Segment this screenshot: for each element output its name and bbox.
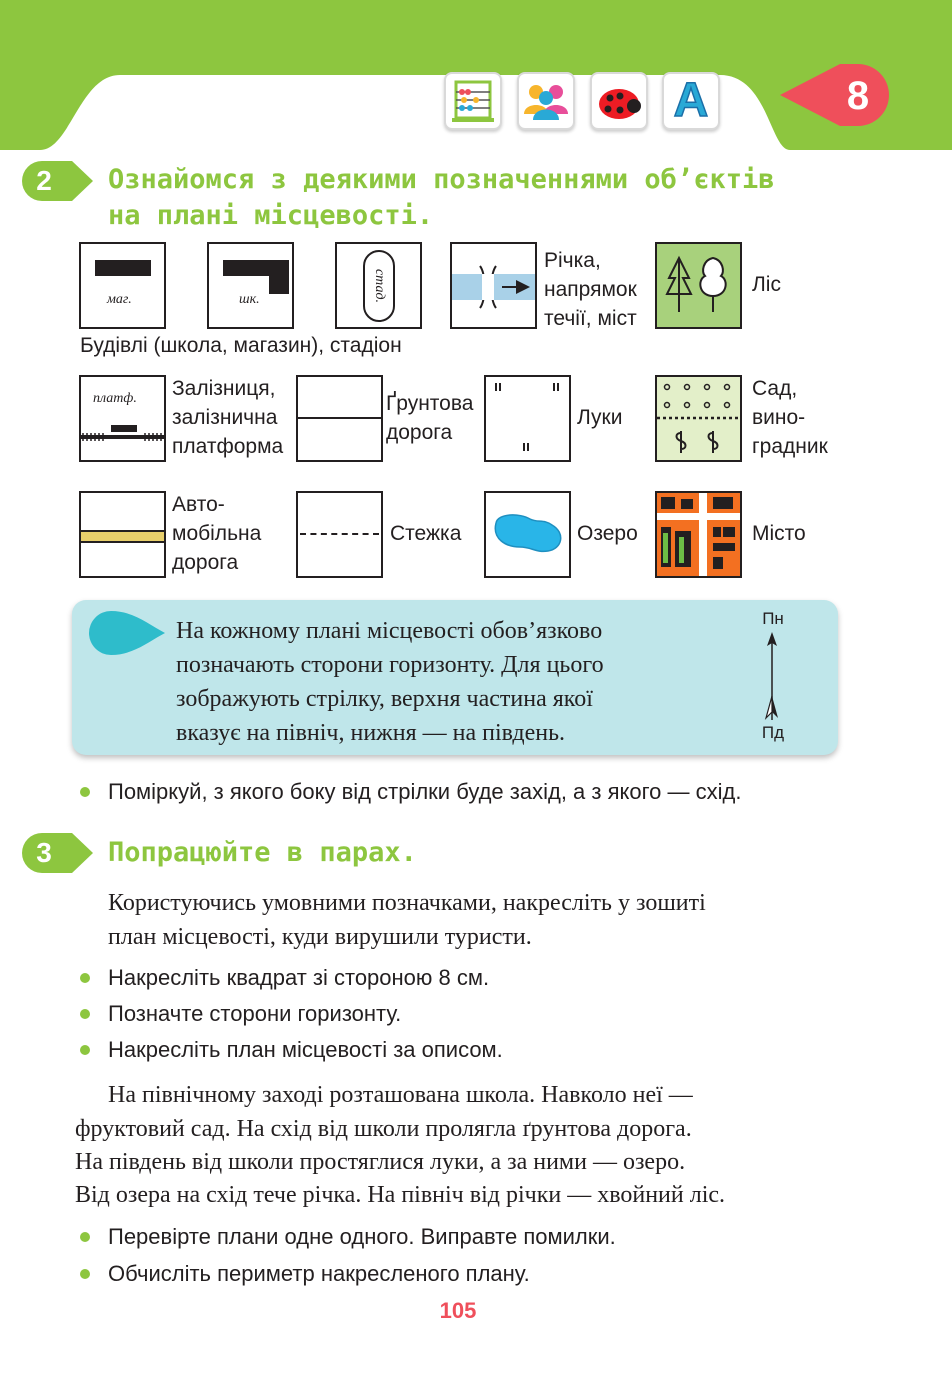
task-3-number: 3 xyxy=(36,837,52,868)
lake-caption: Озеро xyxy=(577,522,638,545)
platform-label: платф. xyxy=(93,391,137,406)
highway-caption-line2: мобільна xyxy=(172,522,262,545)
dirt-road-symbol xyxy=(296,375,383,462)
shop-symbol xyxy=(79,242,166,329)
orchard-caption-line2: вино- xyxy=(752,406,806,429)
school-label: шк. xyxy=(239,292,260,307)
chapter-number: 8 xyxy=(846,74,870,118)
description-line4: Від озера на схід тече річка. На північ від річки — хвойний ліс. xyxy=(75,1182,726,1208)
highway-symbol xyxy=(79,491,166,578)
bullet-dot xyxy=(80,787,90,797)
path-symbol xyxy=(296,491,383,578)
dirt-road-caption-line2: дорога xyxy=(386,421,453,444)
river-caption-line1: Річка, xyxy=(544,249,601,272)
info-text-line4: вказує на північ, нижня — на південь. xyxy=(176,720,566,746)
description-line2: фруктовий сад. На схід від школи пролягла ґрунтова дорога. xyxy=(75,1116,692,1142)
letter-a-text: A xyxy=(673,74,709,127)
abacus-icon xyxy=(444,72,502,130)
orchard-symbol xyxy=(655,375,742,462)
task-3-bullet-4: Перевірте плани одне одного. Виправте помилки. xyxy=(108,1224,616,1249)
bullet-dot xyxy=(80,1232,90,1242)
orchard-caption-line3: градник xyxy=(752,435,828,458)
task-3-bullet-3: Накресліть план місцевості за описом. xyxy=(108,1037,503,1062)
railway-caption-line1: Залізниця, xyxy=(172,377,276,400)
stadium-symbol xyxy=(335,242,422,329)
page-number: 105 xyxy=(439,1298,477,1323)
railway-symbol xyxy=(79,375,166,462)
description-line1: На північному заході розташована школа. Навколо неї — xyxy=(108,1082,693,1108)
forest-symbol xyxy=(655,242,742,329)
meadow-caption: Луки xyxy=(577,406,623,429)
task-3-bullet-1: Накресліть квадрат зі стороною 8 см. xyxy=(108,965,490,990)
south-label: Пд xyxy=(761,723,785,742)
path-caption: Стежка xyxy=(390,522,462,545)
shop-label: маг. xyxy=(107,292,132,307)
forest-caption: Ліс xyxy=(752,273,781,296)
task-3-intro-line1: Користуючись умовними позначками, накресліть у зошиті xyxy=(108,890,706,916)
lake-symbol xyxy=(484,491,571,578)
task-2-number: 2 xyxy=(36,165,52,196)
north-label: Пн xyxy=(762,609,784,628)
people-icon xyxy=(517,72,575,130)
task-2-bullet: Поміркуй, з якого боку від стрілки буде захід, а з якого — схід. xyxy=(108,779,742,804)
highway-caption-line1: Авто- xyxy=(172,493,225,516)
task-3-bullet-5: Обчисліть периметр накресленого плану. xyxy=(108,1261,530,1286)
railway-caption-line2: залізнична xyxy=(172,406,278,429)
compass-arrow xyxy=(762,632,782,724)
task-3-intro-line2: план місцевості, куди вирушили туристи. xyxy=(108,924,532,950)
school-symbol xyxy=(207,242,294,329)
railway-caption-line3: платформа xyxy=(172,435,284,458)
bullet-dot xyxy=(80,973,90,983)
stadium-label: стад. xyxy=(372,268,387,304)
task-2-title-line1: Ознайомся з деякими позначеннями об’єктів xyxy=(108,164,775,195)
task-3-bullet-2: Позначте сторони горизонту. xyxy=(108,1001,402,1026)
letter-a-icon xyxy=(662,72,720,130)
dirt-road-caption-line1: Ґрунтова xyxy=(386,392,474,415)
river-caption-line3: течії, міст xyxy=(544,307,637,330)
river-caption-line2: напрямок xyxy=(544,278,637,301)
highway-caption-line3: дорога xyxy=(172,551,239,574)
info-marker xyxy=(88,610,166,656)
orchard-caption-line1: Сад, xyxy=(752,377,798,400)
info-text-line3: зображують стрілку, верхня частина якої xyxy=(176,686,593,712)
task-2-title-line2: на плані місцевості. xyxy=(108,200,434,231)
task-3-title: Попрацюйте в парах. xyxy=(108,837,417,868)
city-caption: Місто xyxy=(752,522,806,545)
bullet-dot xyxy=(80,1045,90,1055)
description-line3: На південь від школи простяглися луки, а за ними — озеро. xyxy=(75,1149,686,1175)
bullet-dot xyxy=(80,1269,90,1279)
ladybug-icon xyxy=(590,72,648,130)
bullet-dot xyxy=(80,1009,90,1019)
city-symbol xyxy=(655,491,742,578)
info-text-line2: позначають сторони горизонту. Для цього xyxy=(176,652,604,678)
info-text-line1: На кожному плані місцевості обов’язково xyxy=(176,618,603,644)
river-symbol xyxy=(450,242,537,329)
buildings-caption: Будівлі (школа, магазин), стадіон xyxy=(80,334,402,357)
meadow-symbol xyxy=(484,375,571,462)
